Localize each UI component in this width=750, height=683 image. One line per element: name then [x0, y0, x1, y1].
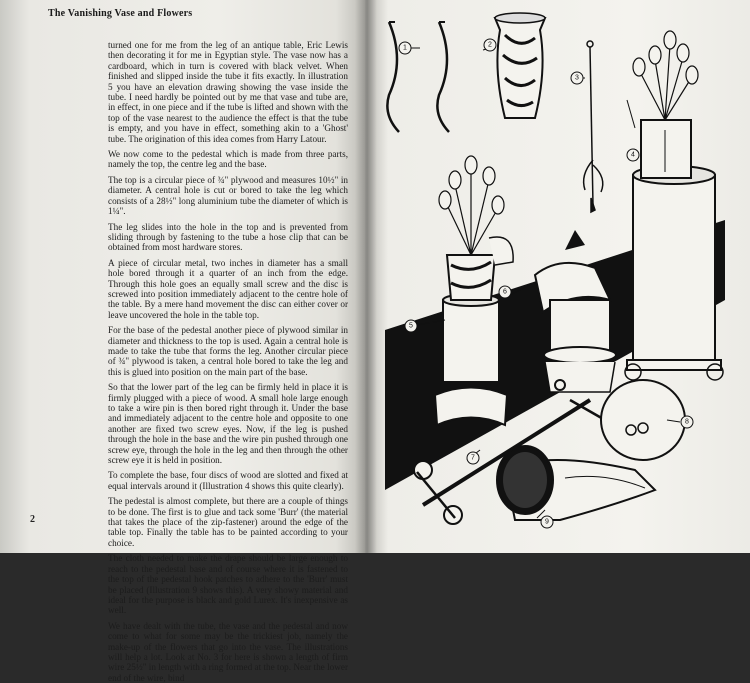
body-text — [108, 40, 348, 683]
svg-text:9: 9 — [545, 518, 549, 526]
callout-2 — [484, 39, 496, 51]
paragraph-5: A piece of circular metal, two inches in diameter has a small hole bored through it a quarter of an inch from the edge. Through this hole goes an equally small screw and the disc is screwed into position immediately adjacent to the centre hole of the table. By a mere hand movement the disc can either cover or leave uncovered the hole in the table top. — [108, 257, 348, 320]
paragraph-4: The leg slides into the hole in the top and is prevented from sliding through by fastening to the tube a hose clip that can be obtained from most hardware stores. — [108, 221, 348, 253]
paragraph-1: turned one for me from the leg of an antique table, Eric Lewis then decorating it for me in Egyptian style. The vase now has a cardboard, which in turn is covered with black velvet. When finished and slipped inside the tube it fits exactly. In illustration 5 you have an elevation drawing showing the vase inside the tube. I need hardly be pointed out by me that vase and tube are, in effect, in one piece and if the tube is lifted and shown with the top of the vase nearest to the audience the effect is that the tube is empty, and you have in effect, something akin to a 'Ghost' tube. The origination of this idea comes from Harry Latour. — [108, 40, 348, 144]
right-page — [365, 0, 750, 553]
paragraph-6: For the base of the pedestal another piece of plywood similar in diameter and thickness to the top is used. Again a central hole is made to take the tube that forms the leg. Another circular piece of ¾" plywood is taken, a central hole bored to take the leg and this is glued into position on the main part of the base. — [108, 325, 348, 377]
callout-7 — [467, 452, 479, 464]
svg-text:5: 5 — [409, 322, 413, 330]
callout-3 — [571, 72, 583, 84]
paragraph-8: To complete the base, four discs of wood are slotted and fixed at equal intervals around it (Illustration 4 shows this quite clearly). — [108, 470, 348, 491]
paragraph-3: The top is a circular piece of ¾" plywood and measures 10½" in diameter. A central hole is cut or bored to take the leg which consists of a 28½" long aluminium tube the diameter of which is 1¼". — [108, 174, 348, 217]
callout-9 — [541, 516, 553, 528]
figure-3-wire-stem — [584, 41, 603, 212]
running-head: The Vanishing Vase and Flowers — [48, 8, 193, 19]
paragraph-9: The pedestal is almost complete, but there are a couple of things to be done. The first is to glue and tack some 'Burr' (the material that takes the place of the zip-fastener) around the edge of the table top. Finally the table has to be painted according to your choice. — [108, 496, 348, 548]
callout-8 — [681, 416, 693, 428]
svg-text:3: 3 — [575, 74, 579, 82]
callout-5 — [405, 320, 417, 332]
left-page — [0, 0, 365, 683]
paragraph-7: So that the lower part of the leg can be firmly held in place it is firmly plugged with a piece of wood. A small hole large enough to take a wire pin is then bored right through it. Under the base and immediately adjacent to the centre hole and opposite to one another are fixed two screw eyes. Now, if the leg is pushed through the hole in the base and the wire pin pushed through one screw eye, through the hole in the leg and then through the other screw eye it is held in position. — [108, 382, 348, 466]
paragraph-10: The cloth needed to make the drape should be large enough to reach to the pedestal base and of course where it is fastened to the top of the pedestal hook patches to adhere to the 'Burr' must be placed (Illustration 9 shows this). A very showy material and ideal for the purpose is black and gold Lurex. It's inexpensive as well. — [108, 553, 348, 616]
paragraph-11: We have dealt with the tube, the vase and the pedestal and now come to what for some may be the trickiest job, namely the make-up of the flowers that go into the vase. The illustrations will help a lot. Look at No. 3 for here is shown a length of firm wire 25½" in length with a ring formed at the top. Near the lower end of the wire, bind — [108, 620, 348, 683]
page-number: 2 — [30, 514, 35, 525]
svg-text:6: 6 — [503, 288, 507, 296]
figure-4-pedestal — [625, 31, 723, 380]
svg-text:4: 4 — [631, 151, 635, 159]
figure-1-wire-bows — [387, 22, 449, 132]
callout-4 — [627, 149, 639, 161]
figure-2-vase — [495, 13, 545, 118]
callout-1 — [399, 42, 411, 54]
callout-6 — [499, 286, 511, 298]
illustration-plate — [365, 0, 750, 553]
svg-text:2: 2 — [488, 41, 492, 49]
figure-8-disc — [601, 380, 685, 460]
svg-text:8: 8 — [685, 418, 689, 426]
svg-text:1: 1 — [403, 44, 407, 52]
svg-text:7: 7 — [471, 454, 475, 462]
paragraph-2: We now come to the pedestal which is made from three parts, namely the top, the centre leg and the base. — [108, 149, 348, 170]
